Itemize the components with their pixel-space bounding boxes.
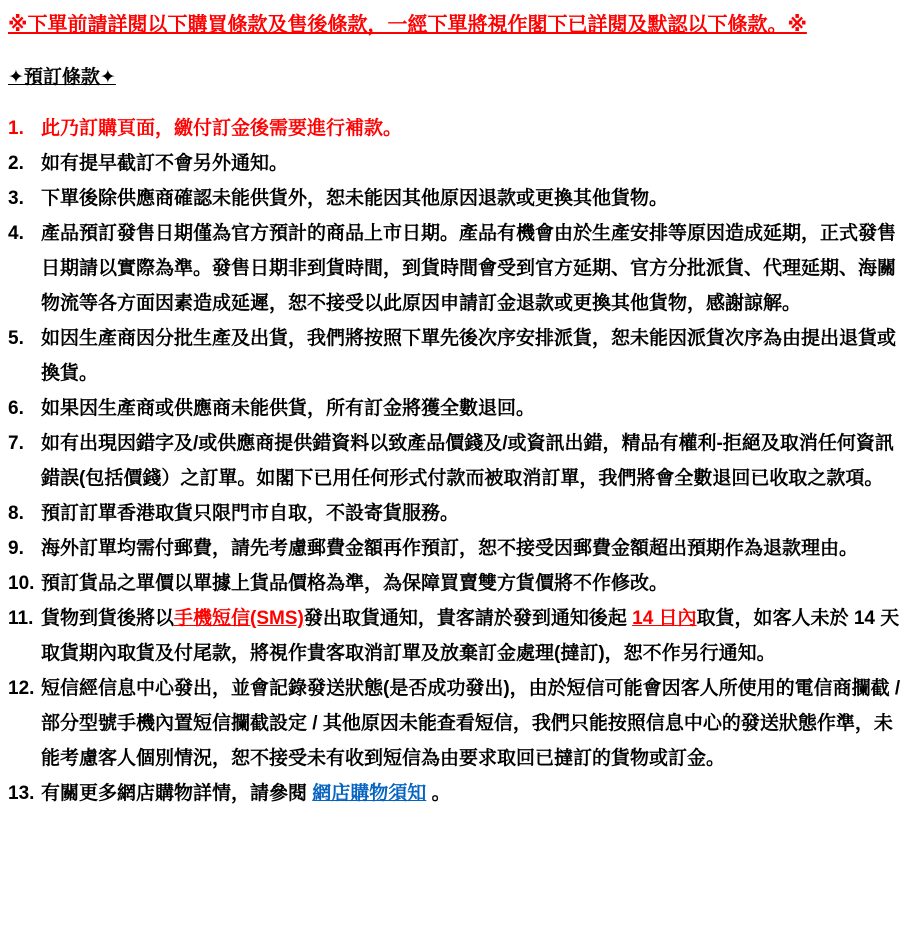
term-item (8, 391, 903, 426)
term-text (41, 776, 903, 811)
term-item (8, 566, 903, 601)
term-text (41, 426, 903, 496)
term-number: 8. (8, 503, 24, 524)
plain-text: 。 (426, 783, 451, 804)
plain-text: 預訂訂單香港取貨只限門市自取，不設寄貨服務。 (41, 503, 460, 524)
term-item (8, 181, 903, 216)
term-number: 6. (8, 398, 24, 419)
terms-list (8, 111, 903, 811)
term-text (41, 671, 903, 776)
term-number: 13. (8, 783, 35, 804)
term-item (8, 496, 903, 531)
term-number: 11. (8, 608, 34, 629)
term-number: 5. (8, 328, 24, 349)
plain-text: 貨物到貨後將以 (41, 608, 175, 629)
term-text (41, 566, 903, 601)
term-text (41, 146, 903, 181)
term-text (41, 496, 903, 531)
term-number: 9. (8, 538, 24, 559)
term-item (8, 531, 903, 566)
term-item (8, 601, 903, 671)
plain-text: 預訂貨品之單價以單據上貨品價格為準，為保障買賣雙方貨價將不作修改。 (41, 573, 669, 594)
term-number: 3. (8, 188, 24, 209)
term-item (8, 216, 903, 321)
plain-text: 產品預訂發售日期僅為官方預計的商品上市日期。產品有機會由於生產安排等原因造成延期，正式發售日期請以實際為準。發售日期非到貨時間，到貨時間會受到官方延期、官方分批派貨、代理延期、海關物流等各方面因素造成延遲，恕不接受以此原因申請訂金退款或更換其他貨物，感謝諒解。 (41, 223, 897, 314)
plain-text: 短信經信息中心發出，並會記錄發送狀態(是否成功發出)，由於短信可能會因客人所使用的電信商攔截 / 部分型號手機內置短信攔截設定 / 其他原因未能查看短信，我們只能按照信息中心的發送狀態作準，未能考慮客人個別情況，恕不接受未有收到短信為由要求取回已撻訂的貨物或訂金。 (41, 678, 901, 769)
plain-text: 發出取貨通知，貴客請於發到通知後起 (303, 608, 633, 629)
plain-text: 如有出現因錯字及/或供應商提供錯資料以致產品價錢及/或資訊出錯，精品有權利-拒絕及取消任何資訊錯誤(包括價錢）之訂單。如閣下已用任何形式付款而被取消訂單，我們將會全數退回已收取之款項。 (41, 433, 894, 489)
shop-guide-link[interactable]: 網店購物須知 (312, 783, 427, 804)
plain-text: 如有提早截訂不會另外通知。 (41, 153, 289, 174)
term-item (8, 671, 903, 776)
plain-text: 下單後除供應商確認未能供貨外，恕未能因其他原因退款或更換其他貨物。 (41, 188, 669, 209)
term-item (8, 321, 903, 391)
plain-text: 如果因生產商或供應商未能供貨，所有訂金將獲全數退回。 (41, 398, 536, 419)
term-item (8, 111, 903, 146)
term-text (41, 531, 903, 566)
term-number: 4. (8, 223, 24, 244)
term-number: 2. (8, 153, 24, 174)
term-item (8, 426, 903, 496)
term-number: 10. (8, 573, 35, 594)
term-text (41, 601, 903, 671)
plain-text: 此乃訂購頁面，繳付訂金後需要進行補款。 (41, 118, 403, 139)
term-text (41, 111, 903, 146)
term-text (41, 321, 903, 391)
purchase-notice-title: ※下單前請詳閱以下購買條款及售後條款，一經下單將視作閣下已詳閱及默認以下條款。※ (8, 14, 807, 36)
plain-text: 如因生產商因分批生產及出貨，我們將按照下單先後次序安排派貨，恕未能因派貨次序為由提出退貨或換貨。 (41, 328, 897, 384)
term-number: 7. (8, 433, 24, 454)
term-text (41, 216, 903, 321)
highlighted-text: 手機短信(SMS) (174, 608, 304, 629)
term-text (41, 391, 903, 426)
term-item (8, 776, 903, 811)
plain-text: 取貨，如客人未於 14 天取貨期內取貨及付尾款，將視作貴客取消訂單及放棄訂金處理(撻訂)，恕不作另行通知。 (41, 608, 900, 664)
highlighted-text: 14 日內 (632, 608, 697, 629)
term-item (8, 146, 903, 181)
preorder-terms-heading: ✦預訂條款✦ (8, 67, 116, 88)
term-number: 12. (8, 678, 35, 699)
term-number: 1. (8, 118, 24, 139)
term-text (41, 181, 903, 216)
plain-text: 有關更多網店購物詳情，請參閱 (41, 783, 313, 804)
plain-text: 海外訂單均需付郵費，請先考慮郵費金額再作預訂，恕不接受因郵費金額超出預期作為退款理由。 (41, 538, 859, 559)
